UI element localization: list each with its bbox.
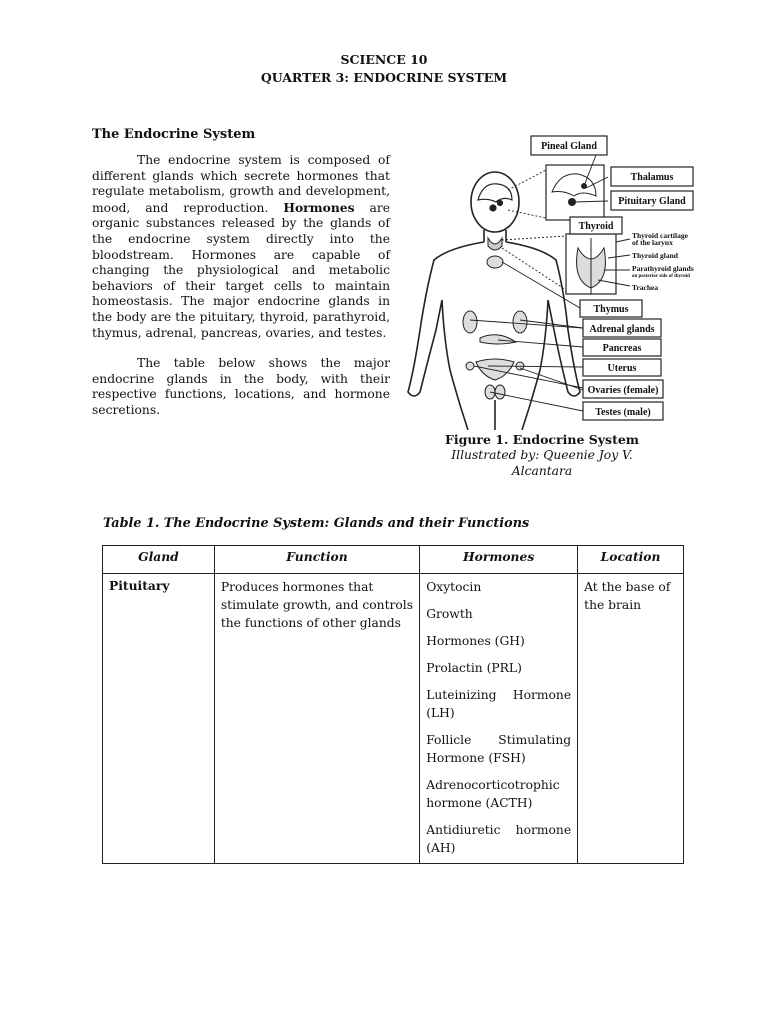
label-thymus: Thymus [593,304,629,315]
intro-paragraph-2: The table below shows the major endocrine glands in the body, with their respective functions, locations, and hormone secretions. [92,356,390,417]
hormone-item: Adrenocorticotrophic hormone (ACTH) [426,778,560,810]
label-thyroid-cartilage-2: of the larynx [632,238,673,247]
label-pituitary: Pituitary Gland [618,196,686,207]
hormone-item: Hormones (GH) [426,634,525,648]
glands-table [102,545,684,864]
label-testes: Testes (male) [595,407,651,418]
hormone-item: Follicle Stimulating Hormone (FSH) [426,733,572,765]
subject-title: SCIENCE 10 [340,52,428,67]
pancreas-graphic [480,335,516,344]
hormone-item: Antidiuretic hormone (AH) [426,823,572,855]
intro-paragraph-1 [92,153,390,341]
document-header [0,51,768,87]
endocrine-diagram [398,130,738,430]
label-uterus: Uterus [607,363,637,374]
endocrine-figure [398,130,738,430]
figure-caption-credit: Illustrated by: Queenie Joy V. Alcantara [451,448,633,478]
label-thyroid: Thyroid [578,221,614,232]
para1-rest: are organic substances released by the glands of the endocrine system directly into the bloodstream. Hormones are capable of changing the physiological and metabolic behaviors of their target cells to maintain homeostasis. The major endocrine glands in the body are the pituitary, thyroid, parathyroid, thymus, adrenal, pancreas, ovaries, and testes. [92,200,390,340]
label-pancreas: Pancreas [602,343,642,354]
figure-caption [428,432,656,479]
label-thyroid-cartilage-1: Thyroid cartilage [632,231,688,240]
label-thyroid-gland: Thyroid gland [632,251,678,260]
header-gland: Gland [103,546,215,574]
cell-location: At the base of the brain [578,574,684,864]
thyroid-graphic [488,238,502,250]
label-thalamus: Thalamus [630,172,674,183]
brain-graphic [478,184,512,211]
table-row [103,574,684,864]
section-title: The Endocrine System [92,127,256,142]
thymus-graphic [487,256,503,268]
label-parathyroid-1: Parathyroid glands [632,264,694,273]
hormone-item: Growth [426,607,473,621]
figure-caption-title: Figure 1. Endocrine System [444,432,640,447]
table-title: Table 1. The Endocrine System: Glands and their Functions [103,516,530,531]
table-header-row [103,546,684,574]
intro-text [92,153,390,434]
label-adrenal: Adrenal glands [589,324,655,335]
label-pineal: Pineal Gland [541,141,597,152]
hormone-item: Oxytocin [426,580,482,594]
label-trachea: Trachea [632,283,659,292]
cell-hormones [420,574,578,864]
hormones-term: Hormones [283,199,355,215]
header-hormones: Hormones [420,546,578,574]
cell-gland: Pituitary [103,574,215,864]
header-location: Location [578,546,684,574]
uterus-graphic [466,359,524,380]
label-parathyroid-2: on posterior side of thyroid [632,274,690,279]
testes-graphic [485,385,505,399]
cell-function: Produces hormones that stimulate growth, and controls the functions of other glands [214,574,419,864]
quarter-title: QUARTER 3: ENDOCRINE SYSTEM [260,70,508,85]
label-ovaries: Ovaries (female) [587,385,659,396]
para1-lead: The endocrine system is composed of different glands which secrete hormones that regulate metabolism, growth and development, mood, and reproduction. [92,153,390,215]
header-function: Function [214,546,419,574]
hormone-item: Prolactin (PRL) [426,661,522,675]
hormone-item: Luteinizing Hormone (LH) [426,688,572,720]
